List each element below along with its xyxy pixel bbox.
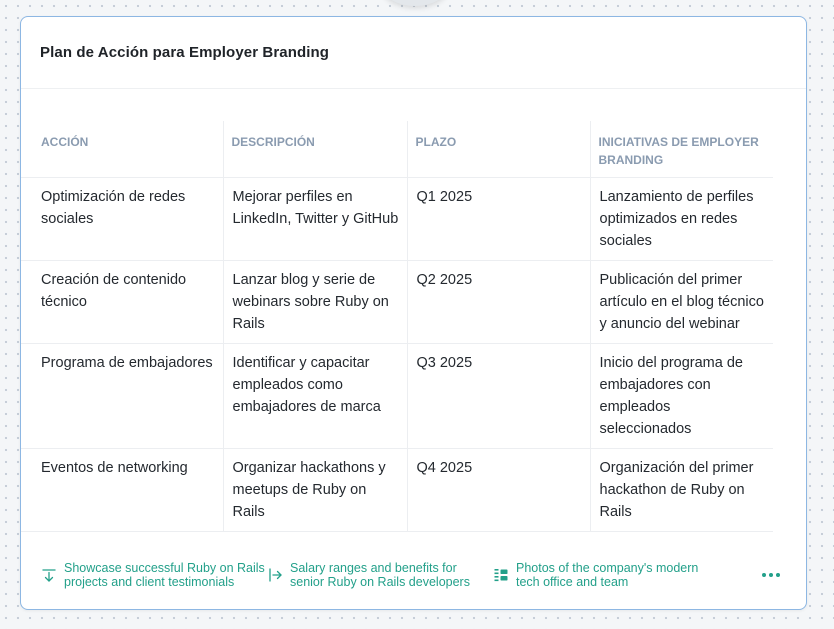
suggestion-label: Showcase successful Ruby on Rails projects and client testimonials	[64, 561, 265, 589]
column-header-plazo: PLAZO	[407, 121, 590, 178]
arrow-down-to-line-icon	[40, 566, 58, 584]
cell-iniciativas: Publicación del primer artículo en el blog técnico y anuncio del webinar	[590, 261, 773, 344]
suggestion-label: Photos of the company's modern tech office and team	[516, 561, 699, 589]
floating-handle	[380, 0, 450, 6]
more-options-icon[interactable]	[762, 567, 780, 583]
cell-accion: Eventos de networking	[21, 449, 223, 532]
table-row	[21, 178, 773, 261]
action-plan-card	[20, 16, 807, 610]
cell-descripcion: Lanzar blog y serie de webinars sobre Ruby on Rails	[223, 261, 407, 344]
column-header-accion: ACCIÓN	[21, 121, 223, 178]
cell-descripcion: Mejorar perfiles en LinkedIn, Twitter y GitHub	[223, 178, 407, 261]
list-layout-icon	[492, 566, 510, 584]
arrow-right-from-line-icon	[266, 566, 284, 584]
cell-plazo: Q2 2025	[407, 261, 590, 344]
column-header-iniciativas: INICIATIVAS DE EMPLOYER BRANDING	[590, 121, 773, 178]
cell-plazo: Q1 2025	[407, 178, 590, 261]
action-plan-table	[21, 121, 773, 532]
cell-accion: Creación de contenido técnico	[21, 261, 223, 344]
suggestion-salary-ranges[interactable]	[266, 561, 492, 589]
cell-descripcion: Organizar hackathons y meetups de Ruby on Rails	[223, 449, 407, 532]
cell-descripcion: Identificar y capacitar empleados como embajadores de marca	[223, 344, 407, 449]
column-header-descripcion: DESCRIPCIÓN	[223, 121, 407, 178]
card-title: Plan de Acción para Employer Branding	[40, 44, 330, 61]
cell-iniciativas: Lanzamiento de perfiles optimizados en redes sociales	[590, 178, 773, 261]
cell-iniciativas: Organización del primer hackathon de Ruby on Rails	[590, 449, 773, 532]
table-row	[21, 261, 773, 344]
suggestion-bar	[21, 547, 807, 603]
suggestion-office-photos[interactable]	[492, 561, 718, 589]
suggestion-showcase-projects[interactable]	[40, 561, 266, 589]
table-row	[21, 344, 773, 449]
card-header	[21, 17, 806, 89]
cell-iniciativas: Inicio del programa de embajadores con empleados seleccionados	[590, 344, 773, 449]
table-header-row	[21, 121, 773, 178]
table-row	[21, 449, 773, 532]
cell-plazo: Q4 2025	[407, 449, 590, 532]
suggestion-label: Salary ranges and benefits for senior Ruby on Rails developers	[290, 561, 470, 589]
cell-accion: Programa de embajadores	[21, 344, 223, 449]
cell-accion: Optimización de redes sociales	[21, 178, 223, 261]
table-container	[21, 121, 773, 532]
cell-plazo: Q3 2025	[407, 344, 590, 449]
